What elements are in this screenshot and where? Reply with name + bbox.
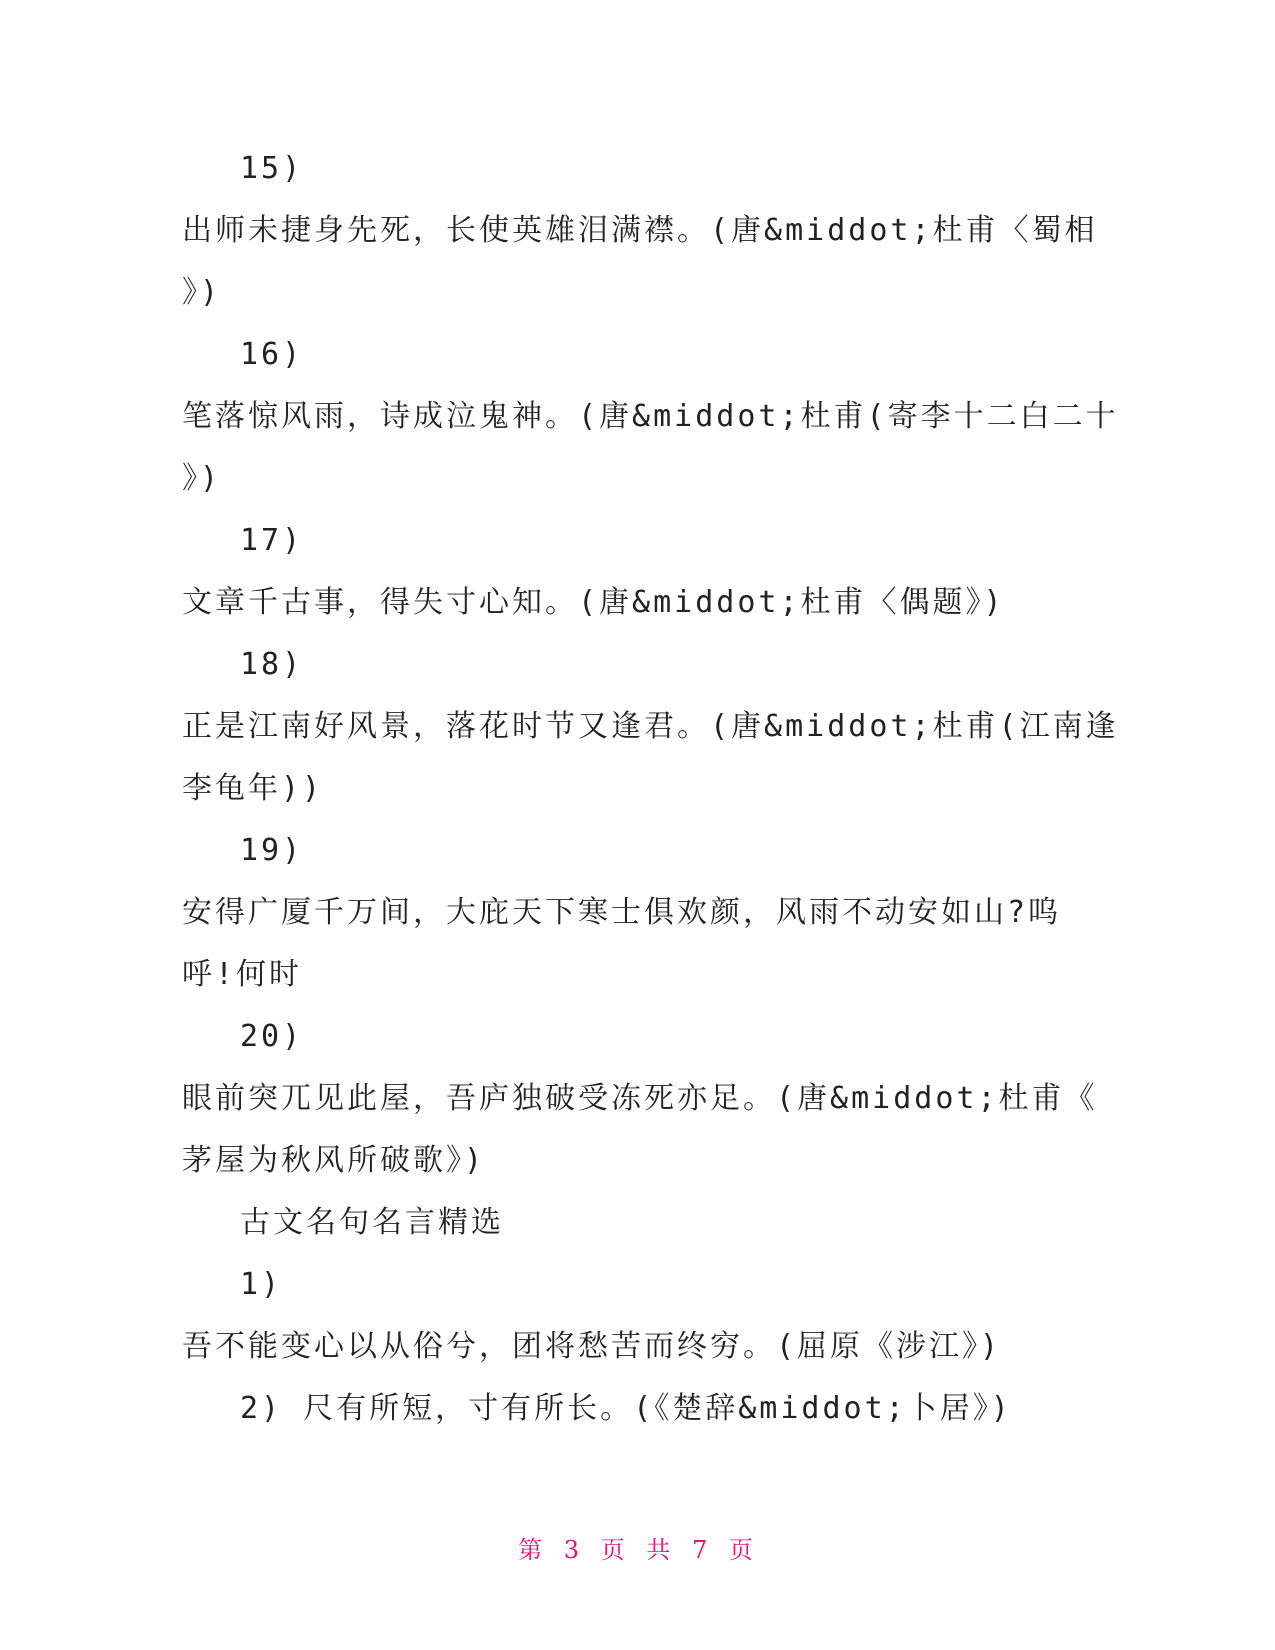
quote-line: 2) 尺有所短，寸有所长。(《楚辞&middot;卜居》) — [240, 1391, 1012, 1426]
document-body — [182, 138, 1119, 1440]
item-number: 16) — [240, 337, 304, 372]
item-number: 18) — [240, 647, 304, 682]
quote-line: 笔落惊风雨，诗成泣鬼神。(唐&middot;杜甫(寄李十二白二十 — [182, 399, 1119, 434]
quote-line: 李龟年)) — [182, 771, 324, 806]
quote-line: 》) — [182, 461, 222, 496]
quote-line: 正是江南好风景，落花时节又逢君。(唐&middot;杜甫(江南逢 — [182, 709, 1119, 744]
quote-line: 出师未捷身先死，长使英雄泪满襟。(唐&middot;杜甫〈蜀相 — [182, 213, 1098, 248]
item-number: 15) — [240, 151, 304, 186]
item-number: 1) — [240, 1267, 283, 1302]
quote-line: 眼前突兀见此屋，吾庐独破受冻死亦足。(唐&middot;杜甫《 — [182, 1081, 1098, 1116]
page-footer: 第 3 页 共 7 页 — [518, 1536, 757, 1564]
section-heading: 古文名句名言精选 — [240, 1205, 504, 1240]
item-number: 20) — [240, 1019, 304, 1054]
item-number: 19) — [240, 833, 304, 868]
quote-line: 文章千古事，得失寸心知。(唐&middot;杜甫〈偶题》) — [182, 585, 1005, 620]
quote-line: 安得广厦千万间，大庇天下寒士俱欢颜，风雨不动安如山?呜 — [182, 895, 1062, 930]
item-number: 17) — [240, 523, 304, 558]
quote-line: 茅屋为秋风所破歌》) — [182, 1143, 486, 1178]
quote-line: 呼!何时 — [182, 957, 303, 992]
quote-line: 》) — [182, 275, 222, 310]
quote-line: 吾不能变心以从俗兮，团将愁苦而终穷。(屈原《涉江》) — [182, 1329, 1002, 1364]
